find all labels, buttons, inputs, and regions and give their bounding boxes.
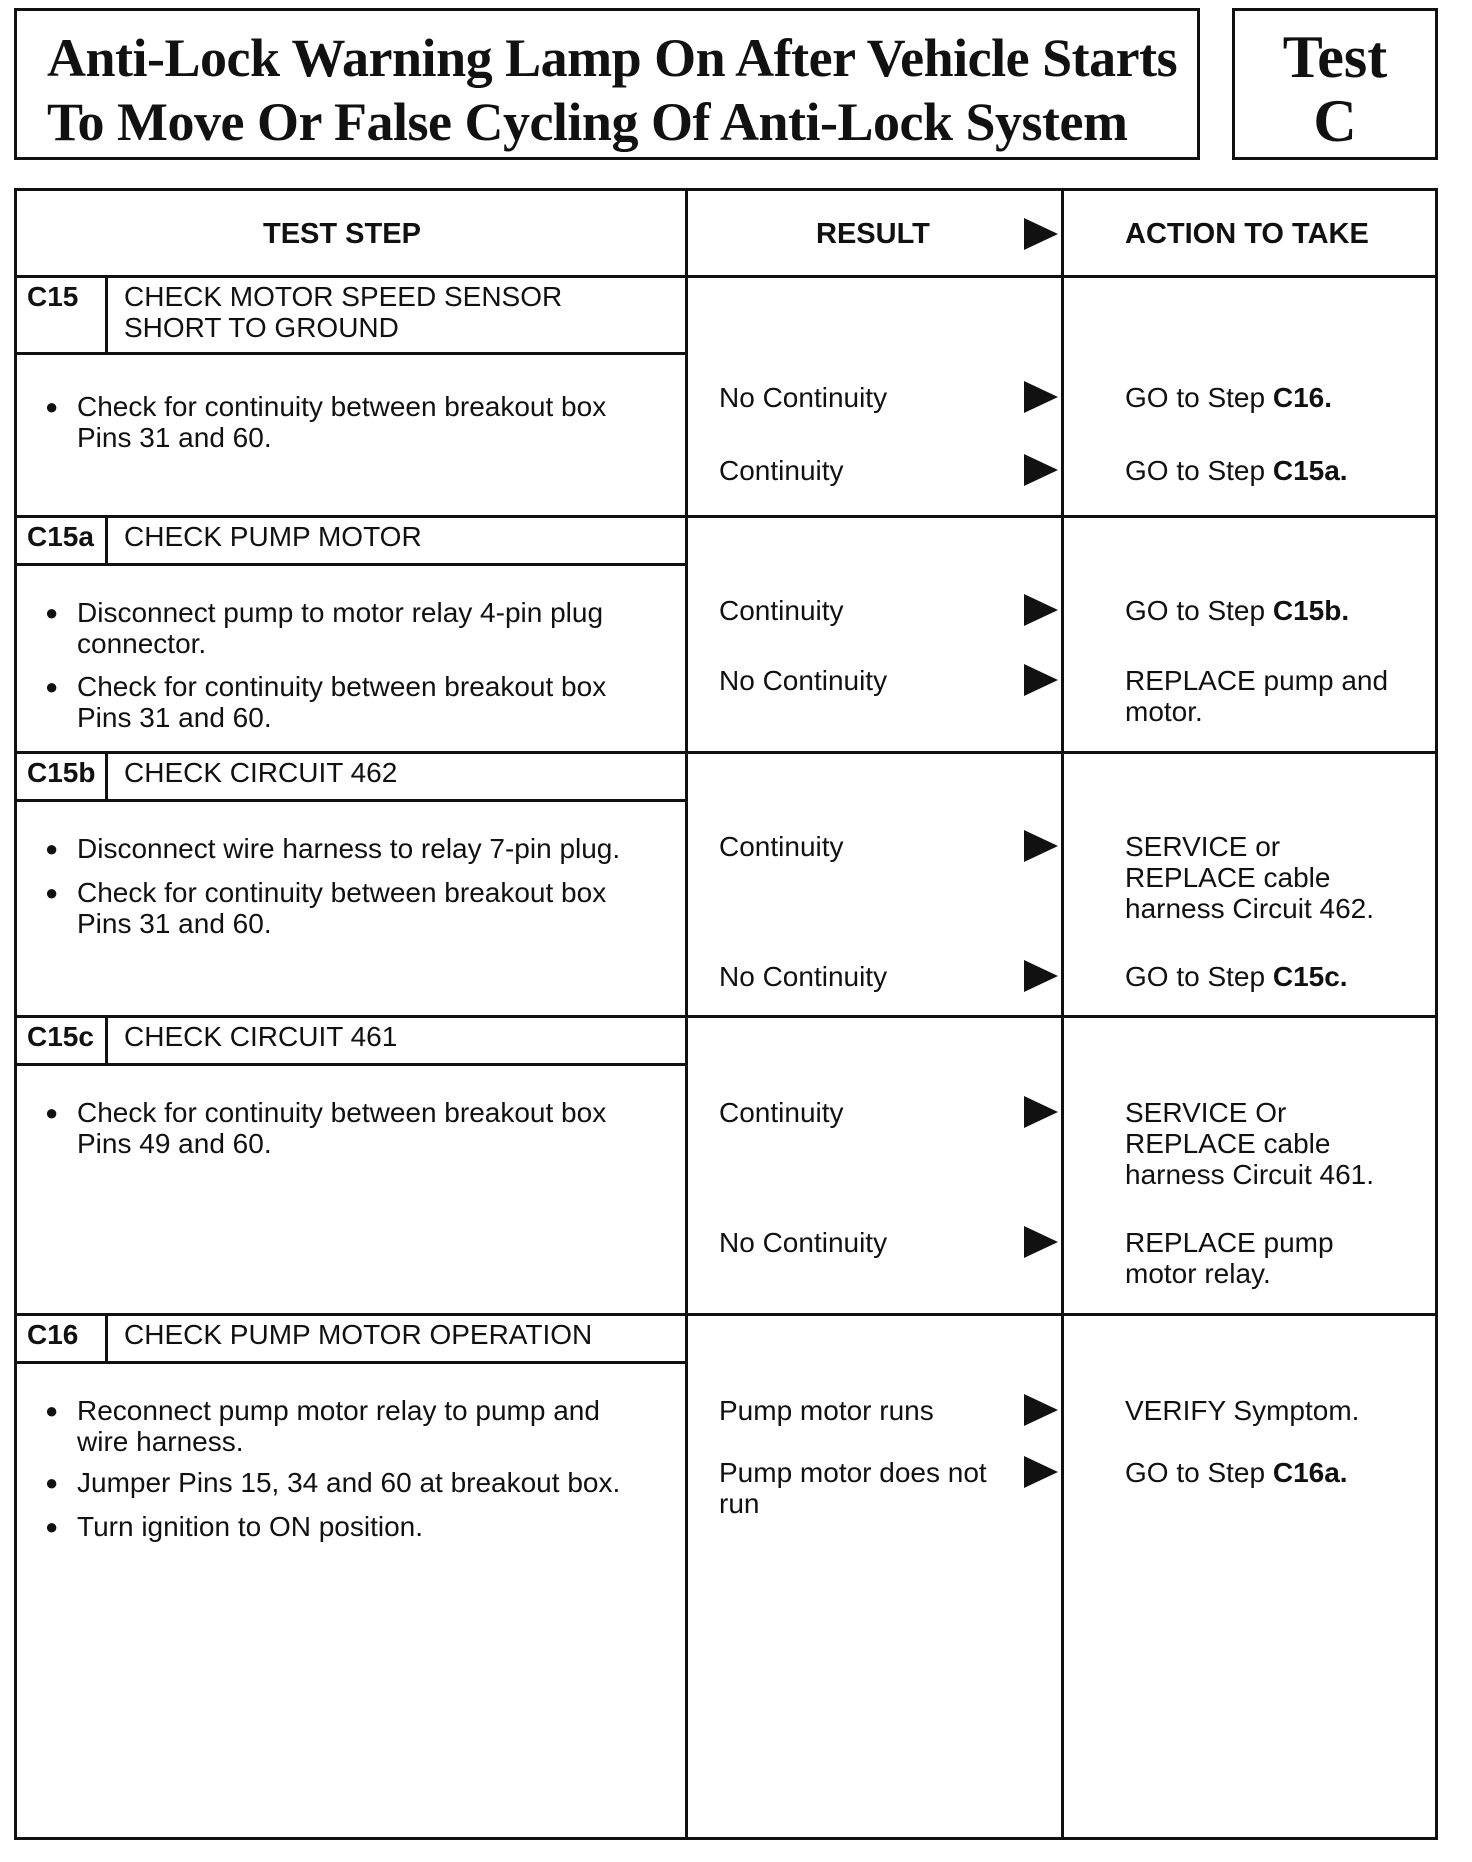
title-box: [14, 8, 1200, 160]
step-title: CHECK CIRCUIT 461: [124, 1021, 398, 1052]
step-title-underline: [17, 352, 685, 355]
action-text: [1125, 696, 1203, 727]
instruction-text: Jumper Pins 15, 34 and 60 at breakout box.: [77, 1467, 621, 1498]
step-title-underline: [17, 1361, 685, 1364]
step-id: C16: [27, 1319, 79, 1350]
header-divider: [17, 275, 1435, 278]
result-arrow-icon: [1024, 594, 1058, 626]
instruction-text: Check for continuity between breakout box: [77, 877, 607, 908]
step-id-divider: [105, 1015, 108, 1063]
step-title: CHECK PUMP MOTOR: [124, 521, 422, 552]
result-arrow-icon: [1024, 1456, 1058, 1488]
bullet-icon: ●: [45, 1100, 59, 1125]
action-text: [1125, 1395, 1359, 1426]
step-id-divider: [105, 751, 108, 799]
step-id-divider: [105, 275, 108, 352]
result-text: Continuity: [719, 831, 844, 862]
test-label-letter: C: [1313, 88, 1357, 154]
step-title-underline: [17, 1063, 685, 1066]
bullet-icon: ●: [45, 1398, 59, 1423]
header-test-step: TEST STEP: [263, 218, 421, 250]
step-title: CHECK PUMP MOTOR OPERATION: [124, 1319, 593, 1350]
step-id-divider: [105, 515, 108, 563]
action-text: [1125, 961, 1348, 992]
result-text: No Continuity: [719, 665, 888, 696]
action-text: [1125, 1457, 1348, 1488]
test-label-box: [1232, 8, 1438, 160]
action-label: GO to Step: [1125, 1457, 1273, 1488]
action-label: REPLACE cable: [1125, 1128, 1331, 1159]
instruction-text: Reconnect pump motor relay to pump and: [77, 1395, 600, 1426]
result-arrow-icon: [1024, 830, 1058, 862]
step-id-divider: [105, 1313, 108, 1361]
instruction-text: Disconnect wire harness to relay 7-pin plug.: [77, 833, 621, 864]
action-label: VERIFY Symptom.: [1125, 1395, 1360, 1426]
action-label: GO to Step: [1125, 382, 1273, 413]
action-step-reference: C15c.: [1272, 961, 1348, 992]
action-label: SERVICE or: [1125, 831, 1281, 862]
instruction-text: Pins 49 and 60.: [77, 1128, 272, 1159]
bullet-icon: ●: [45, 1470, 59, 1495]
section-divider: [17, 515, 1435, 518]
bullet-icon: ●: [45, 880, 59, 905]
result-text: No Continuity: [719, 382, 888, 413]
test-step-table: [14, 188, 1438, 1840]
result-arrow-icon: [1024, 1394, 1058, 1426]
instruction-text: Turn ignition to ON position.: [77, 1511, 424, 1542]
instruction-text: Check for continuity between breakout box: [77, 1097, 607, 1128]
action-step-reference: C15a.: [1272, 455, 1348, 486]
instruction-text: Pins 31 and 60.: [77, 422, 272, 453]
title-line-2: To Move Or False Cycling Of Anti-Lock System: [47, 92, 1128, 152]
instruction-text: Pins 31 and 60.: [77, 908, 272, 939]
action-text: [1125, 665, 1388, 696]
step-title-underline: [17, 563, 685, 566]
step-id: C15b: [27, 757, 96, 788]
result-text: Continuity: [719, 595, 844, 626]
action-step-reference: C16.: [1272, 382, 1333, 413]
action-label: SERVICE Or: [1125, 1097, 1287, 1128]
action-text: [1125, 1227, 1334, 1258]
bullet-icon: ●: [45, 836, 59, 861]
result-text: Pump motor does not: [719, 1457, 987, 1488]
step-title: CHECK MOTOR SPEED SENSOR: [124, 281, 563, 312]
instruction-text: Check for continuity between breakout box: [77, 391, 607, 422]
step-id: C15: [27, 281, 79, 312]
header-arrow-icon: [1024, 218, 1058, 250]
bullet-icon: ●: [45, 394, 59, 419]
action-label: harness Circuit 462.: [1125, 893, 1375, 924]
action-label: motor.: [1125, 696, 1203, 727]
result-arrow-icon: [1024, 381, 1058, 413]
action-text: [1125, 455, 1348, 486]
action-text: [1125, 893, 1374, 924]
instruction-text: wire harness.: [77, 1426, 244, 1457]
instruction-text: Disconnect pump to motor relay 4-pin plug: [77, 597, 604, 628]
action-label: GO to Step: [1125, 455, 1273, 486]
section-divider: [17, 1015, 1435, 1018]
step-title: CHECK CIRCUIT 462: [124, 757, 398, 788]
result-arrow-icon: [1024, 454, 1058, 486]
column-divider-result: [685, 191, 688, 1837]
bullet-icon: ●: [45, 1514, 59, 1539]
action-text: [1125, 1159, 1374, 1190]
result-arrow-icon: [1024, 960, 1058, 992]
result-text: Continuity: [719, 1097, 844, 1128]
action-label: REPLACE pump and: [1125, 665, 1389, 696]
action-label: REPLACE cable: [1125, 862, 1331, 893]
step-id: C15a: [27, 521, 94, 552]
section-divider: [17, 751, 1435, 754]
step-title-underline: [17, 799, 685, 802]
result-arrow-icon: [1024, 1096, 1058, 1128]
instruction-text: connector.: [77, 628, 207, 659]
result-text: Pump motor runs: [719, 1395, 934, 1426]
action-label: GO to Step: [1125, 595, 1273, 626]
result-arrow-icon: [1024, 1226, 1058, 1258]
action-label: GO to Step: [1125, 961, 1273, 992]
action-text: [1125, 862, 1330, 893]
header-action: ACTION TO TAKE: [1125, 218, 1369, 250]
action-step-reference: C16a.: [1272, 1457, 1348, 1488]
result-text: No Continuity: [719, 1227, 888, 1258]
column-divider-action: [1061, 191, 1064, 1837]
action-label: REPLACE pump: [1125, 1227, 1334, 1258]
instruction-text: Check for continuity between breakout box: [77, 671, 607, 702]
bullet-icon: ●: [45, 674, 59, 699]
action-text: [1125, 382, 1332, 413]
result-text: Continuity: [719, 455, 844, 486]
header-result: RESULT: [816, 218, 930, 250]
bullet-icon: ●: [45, 600, 59, 625]
action-label: harness Circuit 461.: [1125, 1159, 1375, 1190]
step-id: C15c: [27, 1021, 94, 1052]
action-text: [1125, 1258, 1271, 1289]
action-text: [1125, 1097, 1286, 1128]
action-text: [1125, 595, 1349, 626]
action-step-reference: C15b.: [1272, 595, 1350, 626]
title-line-1: Anti-Lock Warning Lamp On After Vehicle Starts: [47, 28, 1178, 88]
action-text: [1125, 1128, 1330, 1159]
section-divider: [17, 1313, 1435, 1316]
test-label-word: Test: [1282, 24, 1388, 90]
action-label: motor relay.: [1125, 1258, 1271, 1289]
action-text: [1125, 831, 1280, 862]
result-text: No Continuity: [719, 961, 888, 992]
result-arrow-icon: [1024, 664, 1058, 696]
result-text: run: [719, 1488, 760, 1519]
step-title: SHORT TO GROUND: [124, 312, 399, 343]
instruction-text: Pins 31 and 60.: [77, 702, 272, 733]
